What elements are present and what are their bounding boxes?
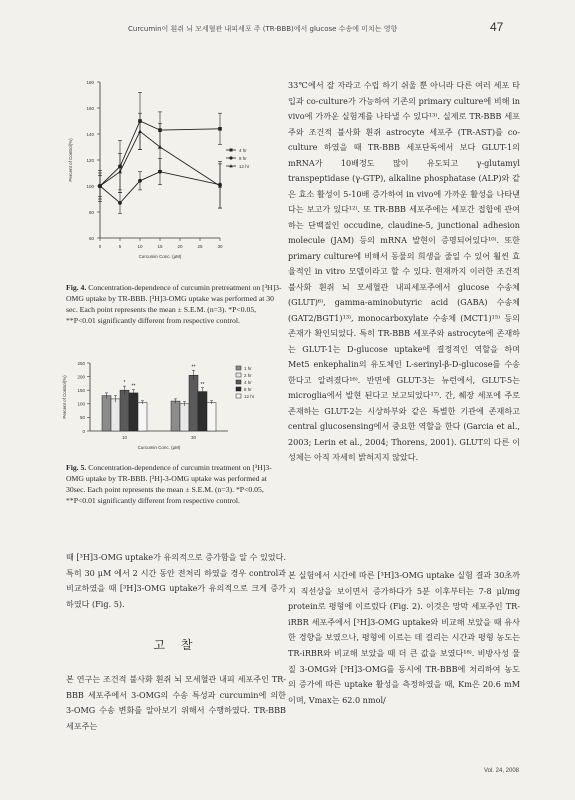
data-point [118, 170, 122, 174]
figure-4-caption-text: Concentration-dependence of curcumin pretreatment on [³H]3-OMG uptake by TR-BBB. [³H]3-OMG uptake was performed at 30 sec. Each point represents the mean ± S.E.M. (n=3). *P<0.05, **P<0.01 significantly different from respective control. [66, 283, 282, 325]
y-tick-label: 60 [88, 236, 94, 241]
y-tick-label: 0 [82, 428, 85, 434]
x-axis-label: Curcumin Conc. (μM) [137, 445, 181, 450]
legend-label: 4 hr [244, 379, 252, 385]
x-tick-label: 0 [98, 244, 102, 249]
legend-label: 1 hr [244, 365, 252, 371]
bar [171, 401, 180, 431]
significance-marker: * [123, 380, 126, 387]
x-tick-label: 30 [217, 244, 223, 249]
legend-swatch [236, 373, 241, 377]
legend-label: 2 hr [244, 372, 252, 378]
y-axis-label: Percent of Control(%) [62, 375, 67, 419]
y-tick-label: 250 [77, 360, 85, 366]
y-tick-label: 100 [77, 401, 85, 407]
bar [102, 396, 111, 431]
y-tick-label: 50 [79, 415, 85, 421]
y-tick-label: 180 [86, 80, 94, 85]
x-tick-label: 10 [137, 244, 143, 249]
bar [111, 399, 120, 431]
bar [198, 392, 207, 431]
legend-marker [229, 156, 232, 159]
left-paragraph-1: 때 [³H]3-OMG uptake가 유의적으로 증가함을 알 수 있었다. 특히 30 μM 에서 2 시간 동안 전처리 하였을 경우 control과 비교하였을 때 [³H]3-OMG uptake가 유의적으로 크게 증가하였다 (Fig. 5). [66, 552, 286, 609]
legend-label: 8 hr [239, 155, 247, 161]
bar [207, 402, 216, 431]
right-paragraph-2: 본 실험에서 시간에 따른 [³H]3-OMG uptake 실험 결과 30초까지 직선상을 보이면서 증가하다가 5분 이후부터는 7-8 μl/mg protein로 평형에 이르렀다 (Fig. 2). 이것은 망막 세포주인 TR-iRBR 세포주에서 [³H]3-OMG uptake와 비교해 보았을 때 유사한 경향을 보였으나, 평형에 이르는 데 걸리는 시간과 평형 농도는 TR-iRBR와 비교해 보았을 때 더 큰 값을 보였다¹⁸⁾. 비방사성 물질 3-OMG와 [³H]3-OMG를 동시에 TR-BBB에 처리하여 농도의 증가에 따른 uptake 활성을 측정하였을 때, Km은 20.6 mM이며, Vmax는 62.0 nmol/ [288, 570, 520, 705]
legend-label: 4 hr [239, 147, 247, 153]
x-tick-label: 25 [197, 244, 203, 249]
legend-label: 12 hr [244, 393, 255, 399]
left-paragraph-2: 본 연구는 조건적 불사화 흰쥐 뇌 모세혈관 내피 세포주인 TR-BBB 세포주에서 3-OMG의 수송 특성과 curcumin에 의한 3-OMG 수송 변화를 알아보기 위해서 수행하였다. TR-BBB 세포주는 [66, 674, 286, 731]
bar [189, 375, 198, 431]
legend-swatch [236, 366, 241, 370]
bar [129, 393, 138, 431]
y-tick-label: 200 [77, 374, 85, 380]
significance-marker: ** [131, 383, 136, 390]
right-paragraph-1: 33℃에서 잘 자라고 수립 하기 쉬울 뿐 아니라 다른 여러 세포 타입과 co-culture가 가능하여 기존의 primary culture에 비해 in vivo에 가까운 실험계를 나타낼 수 있다¹³⁾. 실제로 TR-BBB 세포주와 조건적 불사화 흰쥐 astrocyte 세포주 (TR-AST)를 co-culture 하였을 때 TR-BBB 세포단독에서 보다 GLUT-1의 mRNA가 10배정도 많이 유도되고 γ-glutamyl transpeptidase (γ-GTP), alkaline phosphatase (ALP)와 같은 효소 활성이 5-10배 증가하여 in vivo에 가까운 활성을 나타낸다는 보고가 있다¹²⁾. 또 TR-BBB 세포주에는 세포간 접합에 관여하는 단백질인 occudine, claudine-5, junctional adhesion molecule (JAM) 등의 mRNA 발현이 증명되어있다¹⁰⁾. 또한 primary culture에 비해서 동물의 희생을 줄일 수 있어 훨씬 효율적인 in vitro 모델이라고 할 수 있다. 현재까지 이러한 조건적 불사화 흰쥐 뇌 모세혈관 내피세포주에서 glucose 수송체 (GLUT)⁶⁾, gamma-aminobutyric acid (GABA) 수송체 (GAT2/BGT1)¹³⁾, monocarboxylate 수송체 (MCT1)¹⁵⁾ 등의 존재가 확인되었다. 특히 TR-BBB 세포주와 astrocyte에 존재하는 GLUT-1는 D-glucose uptake에 결정적인 역할을 하며 Met5 enkephalin의 유도체인 L-serinyl-β-D-glucose를 수송한다고 알려졌다¹⁶⁾. 반면에 GLUT-3는 뉴런에서, GLUT-5는 microglia에서 발현 된다고 보고되었다¹⁷⁾. 간, 췌장 세포에 주로 존재하는 GLUT-2는 시상하부와 같은 특별한 기관에 존재하고 central glucosensing에서 중요한 역할을 한다 (Garcia et al., 2003; Lerin et al., 2004; Thorens, 2001). GLUT의 다른 이성체는 아직 자세히 밝혀지지 않았다. [288, 80, 520, 462]
running-header [0, 18, 575, 40]
data-point [138, 129, 142, 133]
figure-4-label: Fig. 4. [66, 283, 87, 292]
legend-label: 8 hr [244, 386, 252, 392]
x-tick-label: 30 [190, 435, 197, 440]
x-tick-label: 15 [157, 244, 163, 249]
figure-5-caption-text: Concentration-dependence of curcumin treatment on [³H]3-OMG uptake by TR-BBB. [³H]-3-OMG uptake was performed at 30sec. Each point represents the mean ± S.E.M. (n=3). *P<0.05, **P<0.01 significantly different from respective control. [66, 463, 272, 505]
legend-marker [230, 149, 233, 152]
section-heading: 고 찰 [153, 638, 199, 652]
legend-label: 12 hr [239, 163, 250, 169]
bar [180, 404, 189, 431]
x-tick-label: 5 [118, 244, 122, 249]
bar [120, 390, 129, 431]
legend-swatch [236, 380, 241, 384]
y-tick-label: 150 [77, 388, 85, 393]
x-axis-label: Curcumin Conc. (μM) [138, 254, 182, 259]
footer-volume: Vol. 24, 2008 [483, 768, 519, 774]
y-tick-label: 140 [86, 132, 94, 137]
legend-swatch [236, 394, 241, 398]
y-tick-label: 100 [86, 184, 94, 189]
page-number: 47 [490, 20, 504, 34]
x-tick-label: 20 [177, 244, 183, 249]
data-point [118, 201, 122, 205]
y-axis-label: Percent of Control(%) [68, 138, 73, 182]
y-tick-label: 120 [86, 158, 94, 163]
figure-4-caption [66, 282, 286, 326]
figure-5-label: Fig. 5. [66, 463, 87, 472]
x-tick-label: 10 [121, 435, 128, 440]
y-tick-label: 160 [86, 106, 94, 111]
running-title: Curcumin이 흰쥐 뇌 모세혈관 내피세포 주 (TR-BBB)에서 glucose 수송에 미치는 영향 [128, 25, 398, 33]
data-point [218, 127, 222, 131]
significance-marker: ** [191, 364, 196, 371]
significance-marker: ** [200, 381, 205, 388]
figure-5-caption [66, 462, 286, 506]
data-point [138, 179, 142, 183]
y-tick-label: 80 [88, 210, 94, 215]
legend-swatch [236, 387, 241, 391]
figure-4-line-chart [60, 74, 285, 274]
bar [138, 402, 147, 431]
figure-5-bar-chart [60, 357, 285, 457]
